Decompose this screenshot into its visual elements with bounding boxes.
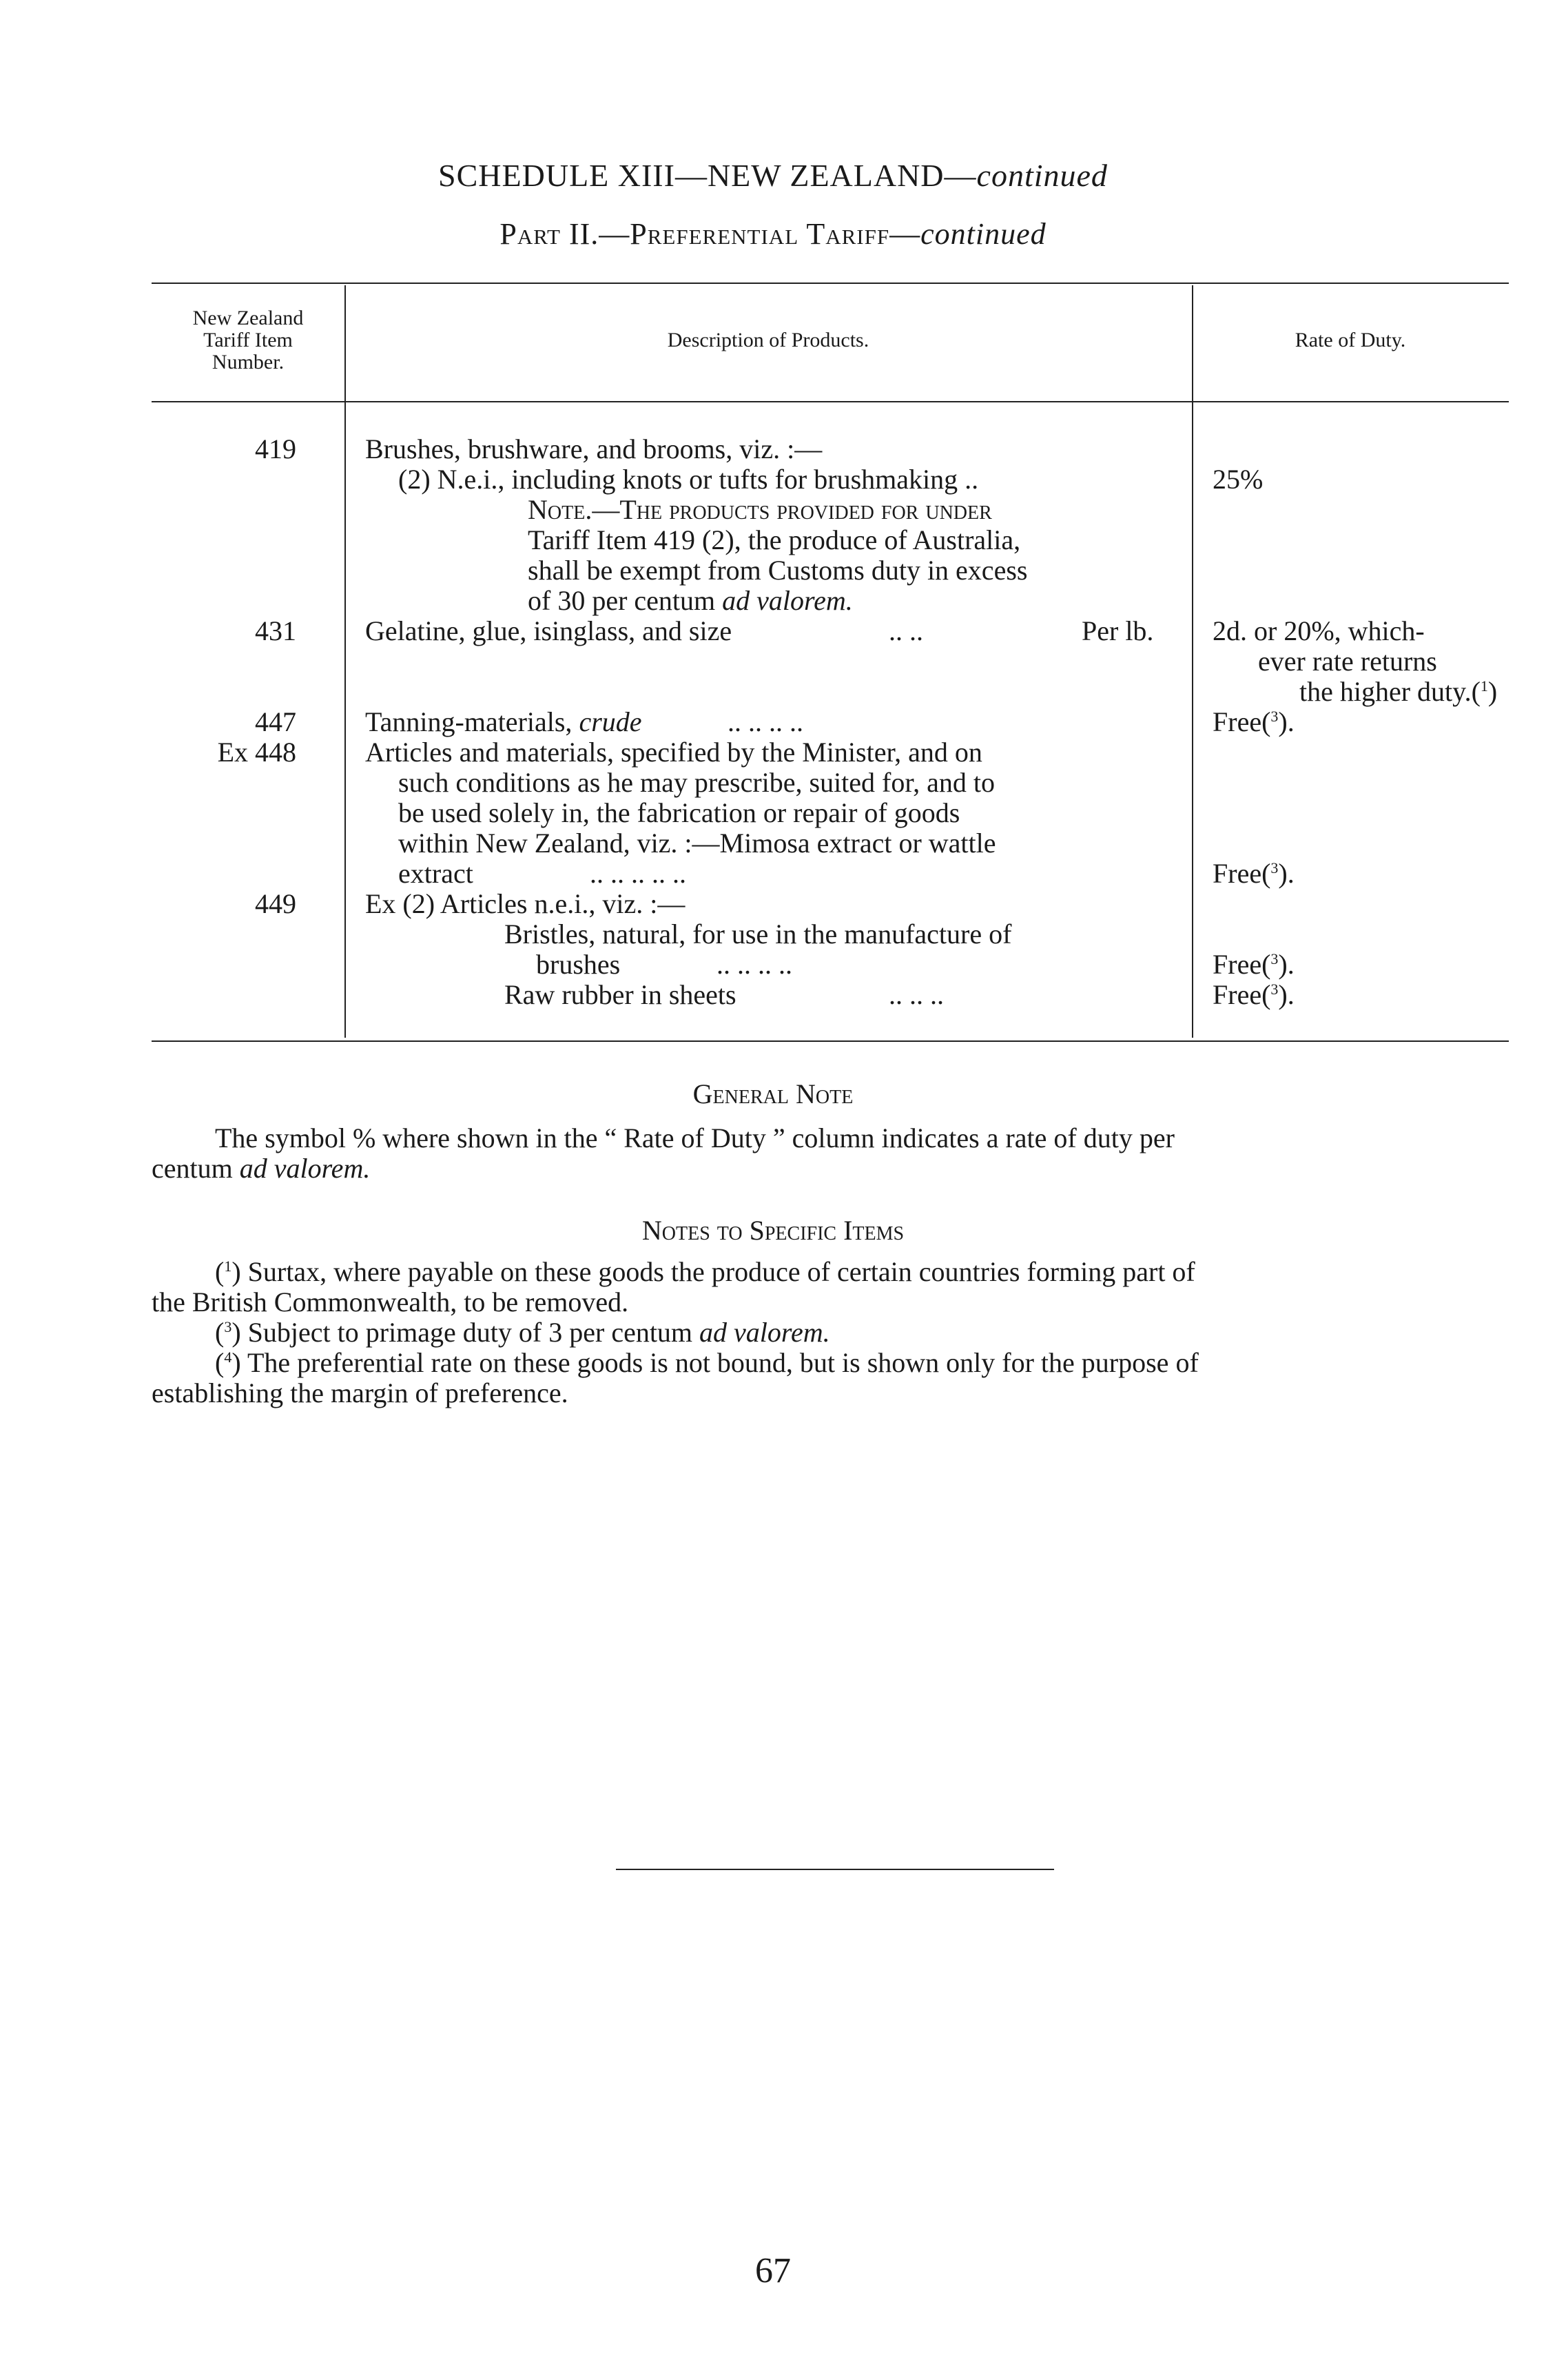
desc-449-brushes-dots: .. .. .. .. [717,949,792,980]
desc-447-text: Tanning-materials, [365,706,579,737]
desc-419-note-line-4-text: of 30 per centum [528,585,723,616]
col-header-item-line-1: New Zealand [192,307,304,329]
specific-note-1-line-1: ($^1$) Surtax, where payable on these goods the produce of certain countries forming part of [215,1256,1195,1287]
general-note-line-1: The symbol % where shown in the “ Rate of Duty ” column indicates a rate of duty per [215,1122,1175,1153]
specific-note-4-line-2: establishing the margin of preference. [152,1377,568,1408]
desc-447-dots: .. .. .. .. [728,706,803,737]
closing-rule [616,1869,1054,1870]
col-header-description: Description of Products. [667,329,869,351]
item-number-ex-448: Ex 448 [217,737,296,768]
desc-419-note-line-3: shall be exempt from Customs duty in excess [528,555,1028,586]
specific-note-4-text: The preferential rate on these goods is not bound, but is shown only for the purpose of [247,1347,1199,1378]
rate-449-rubber-note-ref: 3 [1270,981,1279,998]
item-number-447: 447 [255,706,296,737]
schedule-title-text: SCHEDULE XIII—NEW ZEALAND— [438,158,977,193]
specific-note-1-num: 1 [224,1258,232,1275]
part-title-text: Part II.—Preferential Tariff— [499,217,921,251]
col-header-item-line-2: Tariff Item [203,329,293,351]
desc-419-note-line-2: Tariff Item 419 (2), the produce of Australia, [528,524,1021,555]
rate-449-rubber-text: Free [1213,979,1262,1010]
desc-431-dots: .. .. [889,615,923,646]
rate-431-line-3: the higher duty. [1299,676,1472,707]
rate-447-note-ref: 3 [1270,708,1279,725]
desc-419-line-2: (2) N.e.i., including knots or tufts for brushmaking .. [398,464,979,495]
col-header-item-number [152,307,344,373]
table-col-divider-2 [1192,285,1193,1038]
item-number-449: 449 [255,888,296,919]
desc-448-line-4: within New Zealand, viz. :—Mimosa extract or wattle [398,828,996,859]
specific-note-4-line-1: ($^4$) The preferential rate on these goods is not bound, but is shown only for the purpose of [215,1347,1199,1378]
desc-449-line-4: Raw rubber in sheets [504,979,736,1010]
general-note-line-2-italic: ad valorem. [239,1153,371,1184]
desc-449-line-2: Bristles, natural, for use in the manufacture of [504,919,1012,950]
specific-note-3-text: Subject to primage duty of 3 per centum [247,1317,700,1348]
desc-419-note-line-4-italic: ad valorem. [722,585,853,616]
rate-431-line-1: 2d. or 20%, which- [1213,615,1425,646]
desc-448-line-2: such conditions as he may prescribe, suited for, and to [398,767,995,798]
specific-note-1-line-2: the British Commonwealth, to be removed. [152,1286,629,1317]
desc-419-note-line-4 [528,586,853,616]
rate-449-brushes-text: Free [1213,949,1262,980]
table-header-rule [152,401,1509,402]
desc-431: Gelatine, glue, isinglass, and size [365,615,732,646]
specific-note-1-text: Surtax, where payable on these goods the produce of certain countries forming part of [247,1256,1195,1287]
part-title [0,216,1546,252]
specific-note-3-num: 3 [224,1318,232,1335]
desc-448-line-1: Articles and materials, specified by the Minister, and on [365,737,982,768]
desc-419-line-1: Brushes, brushware, and brooms, viz. :— [365,433,823,464]
specific-note-4-num: 4 [224,1348,232,1366]
rate-449-brushes: Free($^3$). [1213,949,1295,980]
rate-431-line-2: ever rate returns [1258,646,1437,677]
table-col-divider-1 [344,285,346,1038]
specific-notes-heading: Notes to Specific Items [641,1215,905,1246]
table-bottom-rule [152,1040,1509,1042]
general-note-line-2 [152,1153,370,1184]
rate-448: Free($^3$). [1213,858,1295,889]
table-top-rule [152,283,1509,284]
desc-449-rubber-dots: .. .. .. [889,979,944,1010]
rate-431: 2d. or 20%, which- ever rate returns the higher duty.($^1$) [1213,616,1523,707]
desc-431-unit: Per lb. [1082,615,1154,646]
rate-449-brushes-note-ref: 3 [1270,950,1279,967]
rate-431-note-ref: 1 [1480,677,1488,695]
general-note-line-2-text: centum [152,1153,240,1184]
specific-note-3: ($^3$) Subject to primage duty of 3 per centum ad valorem. [215,1317,830,1348]
general-note-heading: General Note [692,1078,854,1109]
desc-448-line-5: extract [398,858,473,889]
item-number-431: 431 [255,615,296,646]
col-header-rate: Rate of Duty. [1295,329,1406,351]
desc-447-italic: crude [579,706,642,737]
rate-448-text: Free [1213,858,1262,889]
rate-447-text: Free [1213,706,1262,737]
rate-419: 25% [1213,464,1264,495]
schedule-title [0,157,1546,194]
schedule-title-continued: continued [976,158,1108,193]
item-number-419: 419 [255,433,296,464]
rate-447: Free($^3$). [1213,706,1295,737]
desc-448-line-3: be used solely in, the fabrication or repair of goods [398,797,960,828]
rate-449-rubber: Free($^3$). [1213,979,1295,1010]
page-number: 67 [755,2251,791,2290]
desc-449-line-1: Ex (2) Articles n.e.i., viz. :— [365,888,686,919]
desc-419-note-line-1: Note.—The products provided for under [528,494,992,525]
specific-note-3-italic: ad valorem. [699,1317,830,1348]
part-title-continued: continued [920,217,1047,251]
desc-449-line-3: brushes [536,949,621,980]
rate-448-note-ref: 3 [1270,859,1279,876]
desc-447 [365,707,642,737]
col-header-item-line-3: Number. [212,351,285,373]
desc-448-dots: .. .. .. .. .. [590,858,686,889]
